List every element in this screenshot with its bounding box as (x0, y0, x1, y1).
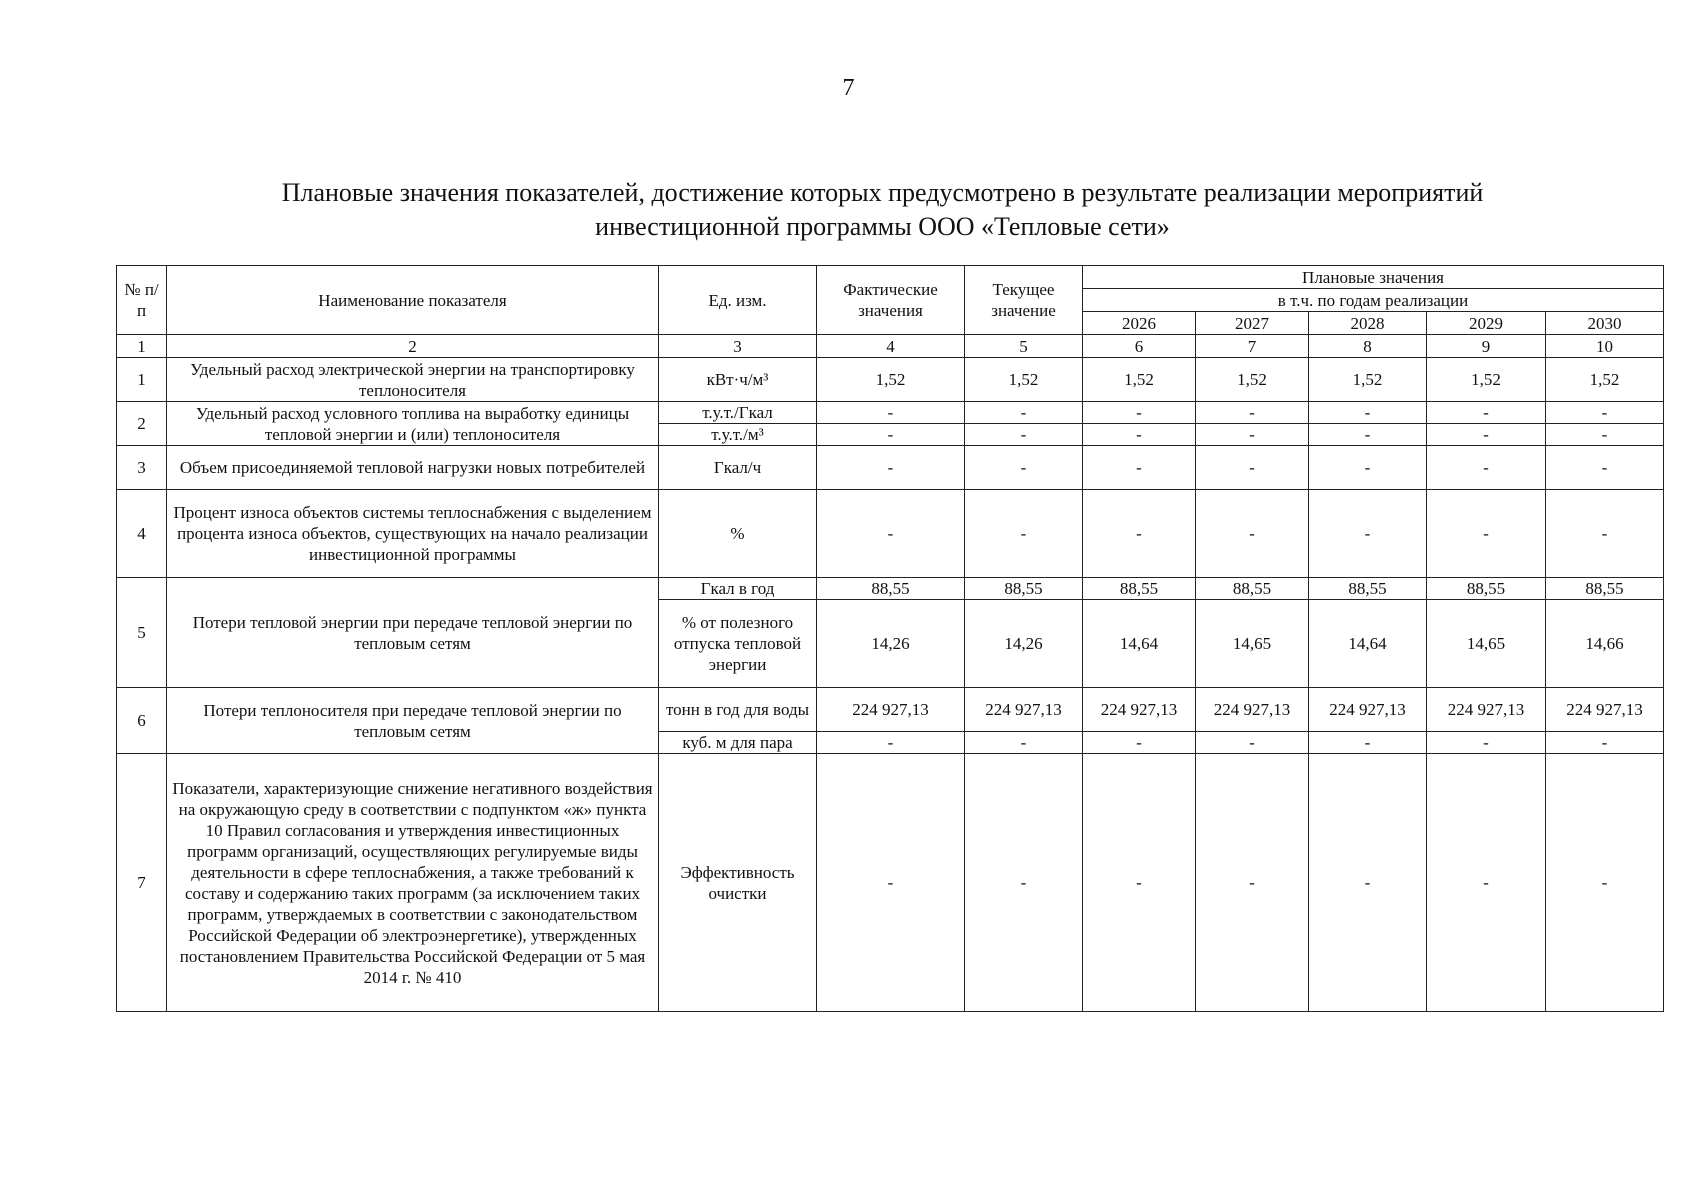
unit-cell: Гкал/ч (659, 446, 817, 490)
value-cell: - (965, 754, 1083, 1012)
value-cell: - (1427, 424, 1546, 446)
unit-cell: Гкал в год (659, 578, 817, 600)
indicator-name: Процент износа объектов системы теплоснабжения с выделением процента износа объектов, существующих на начало реализации инвестиционной программы (167, 490, 659, 578)
value-cell: 1,52 (1309, 358, 1427, 402)
value-cell: - (1427, 402, 1546, 424)
column-number: 6 (1083, 335, 1196, 358)
table-row (117, 688, 1664, 732)
value-cell: - (1083, 754, 1196, 1012)
value-cell: - (1083, 732, 1196, 754)
value-cell: 88,55 (1196, 578, 1309, 600)
value-cell: 224 927,13 (965, 688, 1083, 732)
value-cell: - (817, 402, 965, 424)
value-cell: 14,65 (1427, 600, 1546, 688)
table-row (117, 754, 1664, 1012)
value-cell: - (1309, 424, 1427, 446)
unit-cell: т.у.т./Гкал (659, 402, 817, 424)
header-year: 2029 (1427, 312, 1546, 335)
value-cell: - (1196, 490, 1309, 578)
column-number: 9 (1427, 335, 1546, 358)
document-title-line-1: Плановые значения показателей, достижение которых предусмотрено в результате реализации мероприятий (281, 178, 1484, 207)
row-number: 3 (117, 446, 167, 490)
value-cell: 88,55 (817, 578, 965, 600)
column-numbers-row (117, 335, 1664, 358)
value-cell: - (1196, 732, 1309, 754)
value-cell: 1,52 (817, 358, 965, 402)
value-cell: - (1427, 490, 1546, 578)
value-cell: 1,52 (1196, 358, 1309, 402)
value-cell: - (817, 732, 965, 754)
unit-cell: т.у.т./м³ (659, 424, 817, 446)
value-cell: 224 927,13 (1309, 688, 1427, 732)
value-cell: - (1309, 490, 1427, 578)
value-cell: 88,55 (965, 578, 1083, 600)
value-cell: - (1546, 402, 1664, 424)
header-year: 2030 (1546, 312, 1664, 335)
value-cell: 14,26 (965, 600, 1083, 688)
table-body (117, 266, 1664, 1012)
row-number: 1 (117, 358, 167, 402)
value-cell: - (1196, 446, 1309, 490)
header-year: 2028 (1309, 312, 1427, 335)
value-cell: - (817, 446, 965, 490)
column-number: 10 (1546, 335, 1664, 358)
value-cell: - (965, 424, 1083, 446)
value-cell: 224 927,13 (1427, 688, 1546, 732)
document-title (120, 176, 1645, 244)
indicator-name: Объем присоединяемой тепловой нагрузки новых потребителей (167, 446, 659, 490)
row-number: 7 (117, 754, 167, 1012)
value-cell: - (1546, 732, 1664, 754)
unit-cell: тонн в год для воды (659, 688, 817, 732)
indicator-name: Показатели, характеризующие снижение негативного воздействия на окружающую среду в соответствии с подпунктом «ж» пункта 10 Правил согласования и утверждения инвестиционных программ организаций, осуществляющих регулируемые виды деятельности в сфере теплоснабжения, а также требований к составу и содержанию таких программ (за исключением таких программ, утверждаемых в соответствии с законодательством Российской Федерации об электроэнергетике), утвержденных постановлением Правительства Российской Федерации от 5 мая 2014 г. № 410 (167, 754, 659, 1012)
row-number: 2 (117, 402, 167, 446)
value-cell: - (1427, 446, 1546, 490)
indicator-name: Удельный расход условного топлива на выработку единицы тепловой энергии и (или) теплоносителя (167, 402, 659, 446)
value-cell: - (1196, 754, 1309, 1012)
value-cell: - (1083, 446, 1196, 490)
row-number: 4 (117, 490, 167, 578)
value-cell: 224 927,13 (1083, 688, 1196, 732)
indicator-name: Потери теплоносителя при передаче тепловой энергии по тепловым сетям (167, 688, 659, 754)
header-current: Текущее значение (965, 266, 1083, 335)
value-cell: 14,66 (1546, 600, 1664, 688)
unit-cell: Эффективность очистки (659, 754, 817, 1012)
column-number: 2 (167, 335, 659, 358)
value-cell: - (1546, 754, 1664, 1012)
value-cell: - (1083, 402, 1196, 424)
page-number: 7 (842, 75, 855, 101)
row-number: 6 (117, 688, 167, 754)
value-cell: - (1083, 490, 1196, 578)
indicator-name: Потери тепловой энергии при передаче тепловой энергии по тепловым сетям (167, 578, 659, 688)
unit-cell: кВт·ч/м³ (659, 358, 817, 402)
table-row (117, 578, 1664, 600)
value-cell: 88,55 (1083, 578, 1196, 600)
value-cell: 14,65 (1196, 600, 1309, 688)
value-cell: 224 927,13 (1546, 688, 1664, 732)
value-cell: - (965, 446, 1083, 490)
value-cell: - (817, 490, 965, 578)
header-num: № п/п (117, 266, 167, 335)
value-cell: 14,64 (1083, 600, 1196, 688)
header-planned: Плановые значения (1083, 266, 1664, 289)
header-unit: Ед. изм. (659, 266, 817, 335)
value-cell: 1,52 (965, 358, 1083, 402)
table-row (117, 446, 1664, 490)
table-row (117, 402, 1664, 424)
table-row (117, 358, 1664, 402)
value-cell: - (1309, 446, 1427, 490)
column-number: 3 (659, 335, 817, 358)
value-cell: - (1546, 424, 1664, 446)
value-cell: - (965, 732, 1083, 754)
value-cell: - (1309, 732, 1427, 754)
value-cell: - (1427, 754, 1546, 1012)
value-cell: - (1427, 732, 1546, 754)
value-cell: - (1196, 424, 1309, 446)
value-cell: - (1309, 402, 1427, 424)
header-year: 2027 (1196, 312, 1309, 335)
value-cell: - (817, 754, 965, 1012)
value-cell: - (1546, 490, 1664, 578)
value-cell: 14,26 (817, 600, 965, 688)
value-cell: 224 927,13 (817, 688, 965, 732)
unit-cell: куб. м для пара (659, 732, 817, 754)
value-cell: 88,55 (1427, 578, 1546, 600)
value-cell: 1,52 (1427, 358, 1546, 402)
table-row (117, 490, 1664, 578)
value-cell: 1,52 (1546, 358, 1664, 402)
indicator-name: Удельный расход электрической энергии на транспортировку теплоносителя (167, 358, 659, 402)
value-cell: 1,52 (1083, 358, 1196, 402)
value-cell: 88,55 (1546, 578, 1664, 600)
header-fact: Фактические значения (817, 266, 965, 335)
column-number: 4 (817, 335, 965, 358)
column-number: 1 (117, 335, 167, 358)
header-row-1 (117, 266, 1664, 289)
header-by-years: в т.ч. по годам реализации (1083, 289, 1664, 312)
value-cell: - (1546, 446, 1664, 490)
value-cell: - (1083, 424, 1196, 446)
unit-cell: % от полезного отпуска тепловой энергии (659, 600, 817, 688)
value-cell: - (965, 402, 1083, 424)
value-cell: 14,64 (1309, 600, 1427, 688)
value-cell: 224 927,13 (1196, 688, 1309, 732)
row-number: 5 (117, 578, 167, 688)
column-number: 7 (1196, 335, 1309, 358)
document-title-line-2: инвестиционной программы ООО «Тепловые сети» (595, 212, 1170, 241)
column-number: 8 (1309, 335, 1427, 358)
column-number: 5 (965, 335, 1083, 358)
value-cell: 88,55 (1309, 578, 1427, 600)
header-name: Наименование показателя (167, 266, 659, 335)
value-cell: - (817, 424, 965, 446)
value-cell: - (965, 490, 1083, 578)
indicators-table (116, 265, 1664, 1012)
value-cell: - (1309, 754, 1427, 1012)
value-cell: - (1196, 402, 1309, 424)
header-year: 2026 (1083, 312, 1196, 335)
unit-cell: % (659, 490, 817, 578)
